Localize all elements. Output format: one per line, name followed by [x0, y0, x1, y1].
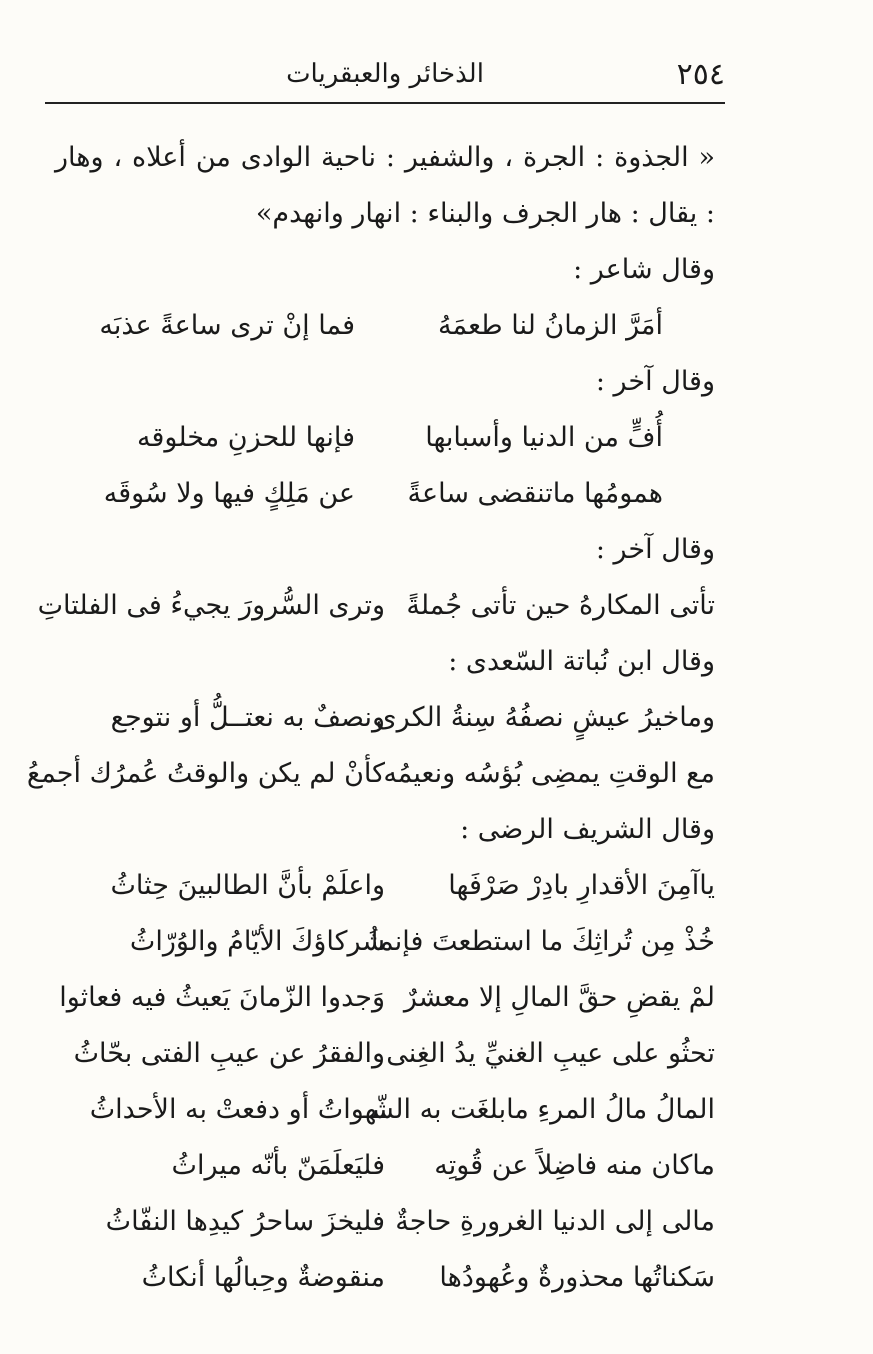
page-header	[45, 55, 725, 103]
attribution-line: وقال شاعر :	[573, 254, 715, 285]
verse-line	[55, 690, 715, 746]
first-hemistich: لمْ يقضِ حقَّ المالِ إلا معشرٌ	[403, 982, 715, 1013]
second-hemistich: وترى السُّرورَ يجيءُ فى الفلتاتِ	[37, 590, 385, 621]
second-hemistich: واعلَمْ بأنَّ الطالبينَ حِثاثُ	[110, 870, 385, 901]
second-hemistich: ـهواتُ أو دفعتْ به الأحداثُ	[89, 1094, 385, 1125]
verse-line	[55, 970, 715, 1026]
poem-section	[55, 242, 715, 354]
verse-line	[55, 298, 715, 354]
attribution-line: وقال ابن نُباتة السّعدى :	[448, 646, 715, 677]
verse-line	[55, 914, 715, 970]
page-number: ٢٥٤	[676, 57, 725, 92]
first-hemistich: ماكان منه فاضِلاً عن قُوتِه	[434, 1150, 715, 1181]
second-hemistich: شُركاؤكَ الأيّامُ والوُرّاثُ	[129, 926, 385, 957]
first-hemistich: وماخيرُ عيشٍ نصفُهُ سِنةُ الكرى	[375, 702, 715, 733]
verse-line	[55, 1138, 715, 1194]
first-hemistich: خُذْ مِن تُراثِكَ ما استطعتَ فإنما	[370, 926, 715, 957]
verse-line	[55, 1250, 715, 1306]
poem-sections	[26, 242, 715, 1306]
second-hemistich: فليَعلَمَنّ بأنّه ميراثُ	[171, 1150, 385, 1181]
first-hemistich: أمَرَّ الزمانُ لنا طعمَهُ	[438, 310, 663, 341]
page-body	[26, 130, 715, 1306]
second-hemistich: منقوضةٌ وحِبالُها أنكاثُ	[141, 1262, 385, 1293]
second-hemistich: كأنْ لم يكن والوقتُ عُمرُك أجمعُ	[26, 758, 385, 789]
second-hemistich: والفقرُ عن عيبِ الفتى بحّاثُ	[73, 1038, 385, 1069]
first-hemistich: أُفٍّ من الدنيا وأسبابها	[425, 422, 663, 453]
running-title: الذخائر والعبقريات	[286, 59, 484, 89]
first-hemistich: مع الوقتِ يمضِى بُؤسُه ونعيمُه	[383, 758, 715, 789]
first-hemistich: تحثُو على عيبِ الغنيِّ يدُ الغِنى	[386, 1038, 715, 1069]
attribution-line: وقال الشريف الرضى :	[460, 814, 715, 845]
first-hemistich: ياآمِنَ الأقدارِ بادِرْ صَرْفَها	[448, 870, 715, 901]
first-hemistich: سَكناتُها محذورةٌ وعُهودُها	[439, 1262, 715, 1293]
second-hemistich: فليخزَ ساحرُ كيدِها النفّاثُ	[105, 1206, 385, 1237]
poem-section	[26, 634, 715, 802]
verse-line	[55, 410, 715, 466]
verse-line	[55, 1194, 715, 1250]
verse-line	[55, 466, 715, 522]
verse-line	[55, 858, 715, 914]
second-hemistich: فإنها للحزنِ مخلوقه	[137, 422, 355, 453]
first-hemistich: تأتى المكارهُ حين تأتى جُملةً	[406, 590, 715, 621]
verse-line	[26, 746, 715, 802]
verse-line	[55, 1082, 715, 1138]
first-hemistich: همومُها ماتنقضى ساعةً	[407, 478, 663, 509]
first-hemistich: المالُ مالُ المرءِ مابلغَت به الشّـ	[363, 1094, 715, 1125]
gloss-note: « الجذوة : الجرة ، والشفير : ناحية الوادى من أعلاه ، وهار : يقال : هار الجرف والبناء : انهار وانهدم»	[55, 142, 715, 229]
second-hemistich: وَجدوا الزّمانَ يَعيثُ فيه فعاثوا	[59, 982, 385, 1013]
verse-line	[37, 578, 715, 634]
poem-section	[55, 802, 715, 1306]
attribution-line: وقال آخر :	[595, 534, 715, 565]
first-hemistich: مالى إلى الدنيا الغرورةِ حاجةٌ	[395, 1206, 715, 1237]
poem-section	[55, 354, 715, 522]
poem-section	[37, 522, 715, 634]
verse-line	[55, 1026, 715, 1082]
second-hemistich: عن مَلِكٍ فيها ولا سُوقَه	[103, 478, 355, 509]
attribution-line: وقال آخر :	[595, 366, 715, 397]
second-hemistich: فما إنْ ترى ساعةً عذبَه	[99, 310, 355, 341]
header-rule	[45, 102, 725, 104]
second-hemistich: ونصفٌ به نعتــلُّ أو نتوجع	[110, 702, 385, 733]
